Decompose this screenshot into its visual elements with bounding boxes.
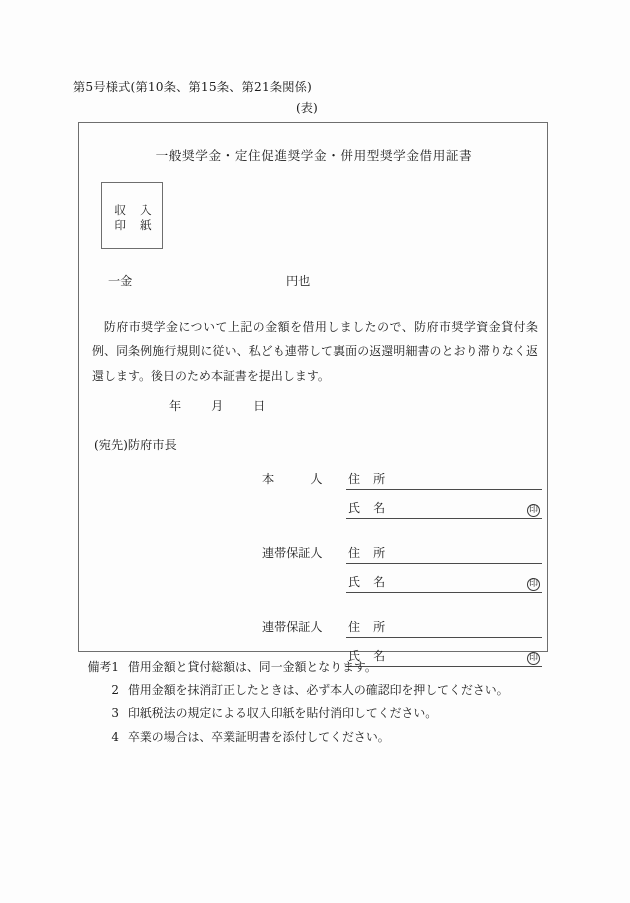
address-field-label: 住 所 bbox=[348, 620, 386, 634]
amount-prefix-label: 一金 bbox=[108, 274, 133, 288]
address-input-line[interactable] bbox=[346, 541, 542, 564]
name-field-label: 氏 名 bbox=[348, 649, 386, 663]
signature-role-label: 連帯保証人 bbox=[262, 620, 323, 634]
stamp-char-nyuu: 入 bbox=[140, 203, 152, 217]
signature-row-address bbox=[262, 461, 542, 490]
remark-marker: 3 bbox=[111, 706, 119, 721]
signature-group-guarantor-1 bbox=[262, 535, 542, 593]
date-day-label: 日 bbox=[253, 399, 266, 413]
revenue-stamp-box bbox=[101, 182, 163, 249]
remark-marker: 4 bbox=[111, 729, 119, 744]
page-title: 一般奨学金・定住促進奨学金・併用型奨学金借用証書 bbox=[155, 148, 473, 163]
address-field-label: 住 所 bbox=[348, 546, 386, 560]
signature-row-name bbox=[262, 490, 542, 519]
name-input-line[interactable] bbox=[346, 570, 542, 593]
address-input-line[interactable] bbox=[346, 467, 542, 490]
remark-item bbox=[82, 726, 552, 749]
date-line bbox=[169, 397, 265, 414]
remark-marker: 2 bbox=[111, 683, 119, 698]
stamp-box-row-1 bbox=[102, 205, 164, 217]
date-month-label: 月 bbox=[211, 399, 224, 413]
amount-suffix-label: 円也 bbox=[286, 274, 311, 288]
remark-text: 印紙税法の規定による収入印紙を貼付消印してください。 bbox=[128, 706, 438, 721]
remark-text: 借用金額を抹消訂正したときは、必ず本人の確認印を押してください。 bbox=[128, 683, 509, 698]
name-field-label: 氏 名 bbox=[348, 501, 386, 515]
side-label: (表) bbox=[296, 101, 318, 115]
seal-icon: 印 bbox=[528, 505, 538, 515]
remark-item bbox=[82, 679, 552, 702]
signature-block bbox=[262, 461, 542, 667]
signature-role-label: 本 人 bbox=[262, 472, 323, 486]
remark-text: 借用金額と貸付総額は、同一金額となります。 bbox=[128, 660, 377, 674]
signature-row-address bbox=[262, 609, 542, 638]
name-field-label: 氏 名 bbox=[348, 575, 386, 589]
certificate-frame bbox=[78, 122, 548, 663]
signature-row-address bbox=[262, 535, 542, 564]
signature-role-label: 連帯保証人 bbox=[262, 546, 323, 560]
date-year-label: 年 bbox=[169, 399, 182, 413]
name-input-line[interactable] bbox=[346, 496, 542, 519]
body-paragraph: 防府市奨学金について上記の金額を借用しましたので、防府市奨学資金貸付条例、同条例施行規則に従い、私ども連帯して裏面の返還明細書のとおり滞りなく返還します。後日のため本証書を提出します。 bbox=[92, 320, 538, 383]
seal-icon: 印 bbox=[528, 579, 538, 589]
remark-item bbox=[82, 702, 552, 725]
form-code-label: 第5号様式(第10条、第15条、第21条関係) bbox=[73, 80, 313, 94]
signature-role-spacer bbox=[262, 516, 346, 519]
seal-icon: 印 bbox=[528, 653, 538, 663]
stamp-char-in: 印 bbox=[114, 218, 126, 232]
stamp-char-shi: 紙 bbox=[140, 218, 152, 232]
stamp-box-row-2 bbox=[102, 220, 164, 232]
signature-row-name bbox=[262, 564, 542, 593]
stamp-char-shuu: 収 bbox=[114, 203, 126, 217]
signature-group-principal bbox=[262, 461, 542, 519]
address-input-line[interactable] bbox=[346, 615, 542, 638]
addressee-label: (宛先)防府市長 bbox=[94, 438, 177, 452]
remark-text: 卒業の場合は、卒業証明書を添付してください。 bbox=[128, 729, 390, 744]
address-field-label: 住 所 bbox=[348, 472, 386, 486]
remarks-section bbox=[82, 656, 552, 749]
remark-item bbox=[82, 656, 552, 679]
signature-role-spacer bbox=[262, 590, 346, 593]
remark-marker: 備考1 bbox=[87, 660, 119, 674]
